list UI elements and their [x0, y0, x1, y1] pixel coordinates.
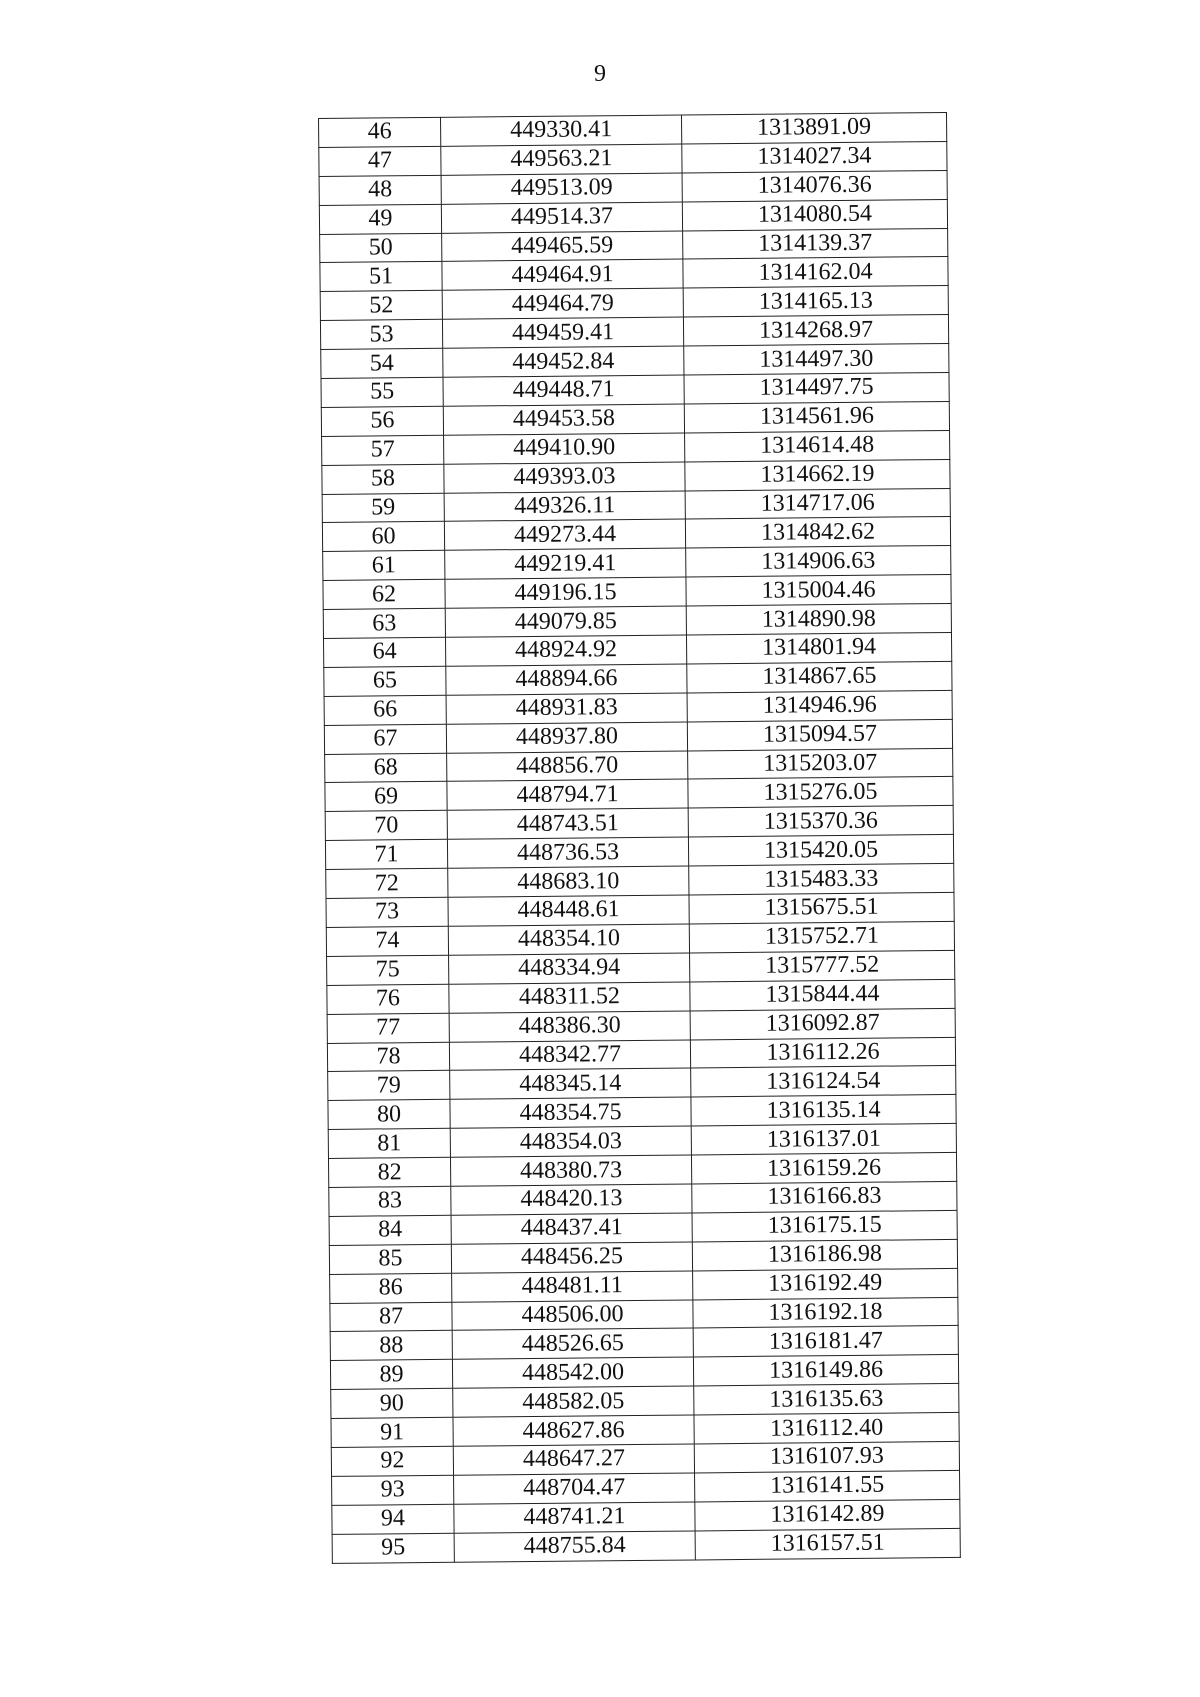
point-number-cell: 63	[323, 608, 445, 638]
point-number-cell: 47	[319, 146, 441, 176]
x-coordinate-cell: 449453.58	[443, 404, 684, 435]
point-number-cell: 52	[320, 291, 442, 321]
x-coordinate-cell: 448456.25	[451, 1242, 692, 1273]
x-coordinate-cell: 448894.66	[446, 664, 687, 695]
y-coordinate-cell: 1314867.65	[687, 661, 952, 692]
y-coordinate-cell: 1314946.96	[687, 690, 952, 721]
x-coordinate-cell: 448931.83	[446, 693, 687, 724]
x-coordinate-cell: 449464.79	[442, 288, 683, 319]
point-number-cell: 69	[325, 782, 447, 812]
x-coordinate-cell: 448627.86	[453, 1415, 694, 1446]
y-coordinate-cell: 1316166.83	[692, 1181, 957, 1212]
y-coordinate-cell: 1315094.57	[687, 719, 952, 750]
y-coordinate-cell: 1316142.89	[695, 1499, 960, 1530]
point-number-cell: 61	[323, 551, 445, 581]
x-coordinate-cell: 448937.80	[446, 722, 687, 753]
x-coordinate-cell: 449448.71	[443, 375, 684, 406]
y-coordinate-cell: 1314842.62	[685, 517, 950, 548]
y-coordinate-cell: 1313891.09	[681, 112, 946, 143]
y-coordinate-cell: 1315483.33	[689, 864, 954, 895]
y-coordinate-cell: 1314139.37	[683, 228, 948, 259]
point-number-cell: 46	[319, 117, 441, 147]
point-number-cell: 65	[324, 666, 446, 696]
point-number-cell: 80	[328, 1100, 450, 1130]
x-coordinate-cell: 449465.59	[442, 231, 683, 262]
y-coordinate-cell: 1315777.52	[690, 950, 955, 981]
point-number-cell: 67	[324, 724, 446, 754]
point-number-cell: 78	[327, 1042, 449, 1072]
y-coordinate-cell: 1316092.87	[690, 1008, 955, 1039]
x-coordinate-cell: 449514.37	[441, 202, 682, 233]
y-coordinate-cell: 1316124.54	[691, 1066, 956, 1097]
x-coordinate-cell: 448334.94	[449, 953, 690, 984]
x-coordinate-cell: 448924.92	[445, 635, 686, 666]
x-coordinate-cell: 449464.91	[442, 259, 683, 290]
point-number-cell: 76	[327, 984, 449, 1014]
y-coordinate-cell: 1314561.96	[684, 401, 949, 432]
x-coordinate-cell: 448755.84	[454, 1531, 695, 1562]
y-coordinate-cell: 1314662.19	[685, 459, 950, 490]
point-number-cell: 85	[329, 1244, 451, 1274]
point-number-cell: 91	[331, 1417, 453, 1447]
x-coordinate-cell: 448481.11	[452, 1271, 693, 1302]
y-coordinate-cell: 1316181.47	[693, 1326, 958, 1357]
x-coordinate-cell: 448856.70	[447, 751, 688, 782]
x-coordinate-cell: 448420.13	[451, 1184, 692, 1215]
x-coordinate-cell: 448526.65	[452, 1328, 693, 1359]
y-coordinate-cell: 1315004.46	[686, 575, 951, 606]
point-number-cell: 64	[323, 637, 445, 667]
y-coordinate-cell: 1314080.54	[682, 199, 947, 230]
point-number-cell: 60	[322, 522, 444, 552]
point-number-cell: 58	[322, 464, 444, 494]
point-number-cell: 86	[330, 1273, 452, 1303]
point-number-cell: 48	[319, 175, 441, 205]
y-coordinate-cell: 1315675.51	[689, 892, 954, 923]
x-coordinate-cell: 448736.53	[447, 837, 688, 868]
x-coordinate-cell: 449326.11	[444, 491, 685, 522]
y-coordinate-cell: 1316141.55	[695, 1470, 960, 1501]
point-number-cell: 57	[322, 435, 444, 465]
y-coordinate-cell: 1316192.18	[693, 1297, 958, 1328]
y-coordinate-cell: 1316112.40	[694, 1412, 959, 1443]
point-number-cell: 53	[320, 320, 442, 350]
x-coordinate-cell: 448794.71	[447, 779, 688, 810]
y-coordinate-cell: 1316137.01	[691, 1124, 956, 1155]
y-coordinate-cell: 1314906.63	[686, 546, 951, 577]
point-number-cell: 95	[332, 1533, 454, 1563]
y-coordinate-cell: 1316175.15	[692, 1210, 957, 1241]
x-coordinate-cell: 449393.03	[444, 462, 685, 493]
y-coordinate-cell: 1316159.26	[691, 1152, 956, 1183]
x-coordinate-cell: 449219.41	[445, 548, 686, 579]
x-coordinate-cell: 448342.77	[449, 1039, 690, 1070]
y-coordinate-cell: 1314165.13	[683, 286, 948, 317]
point-number-cell: 71	[325, 840, 447, 870]
x-coordinate-cell: 449410.90	[444, 433, 685, 464]
x-coordinate-cell: 448354.75	[450, 1097, 691, 1128]
point-number-cell: 74	[326, 926, 448, 956]
point-number-cell: 90	[331, 1388, 453, 1418]
y-coordinate-cell: 1315370.36	[688, 806, 953, 837]
y-coordinate-cell: 1314076.36	[682, 170, 947, 201]
point-number-cell: 89	[330, 1360, 452, 1390]
point-number-cell: 56	[321, 406, 443, 436]
x-coordinate-cell: 449563.21	[441, 144, 682, 175]
x-coordinate-cell: 448345.14	[450, 1068, 691, 1099]
x-coordinate-cell: 448683.10	[448, 866, 689, 897]
y-coordinate-cell: 1316135.63	[694, 1384, 959, 1415]
x-coordinate-cell: 448448.61	[448, 895, 689, 926]
x-coordinate-cell: 449079.85	[445, 606, 686, 637]
point-number-cell: 49	[319, 204, 441, 234]
point-number-cell: 87	[330, 1302, 452, 1332]
table-row	[332, 1528, 960, 1563]
point-number-cell: 72	[326, 868, 448, 898]
point-number-cell: 81	[328, 1128, 450, 1158]
page-number: 9	[594, 61, 606, 87]
y-coordinate-cell: 1315420.05	[688, 835, 953, 866]
x-coordinate-cell: 449452.84	[443, 346, 684, 377]
point-number-cell: 66	[324, 695, 446, 725]
x-coordinate-cell: 448354.10	[448, 924, 689, 955]
x-coordinate-cell: 448354.03	[450, 1126, 691, 1157]
x-coordinate-cell: 448506.00	[452, 1299, 693, 1330]
y-coordinate-cell: 1316192.49	[693, 1268, 958, 1299]
y-coordinate-cell: 1314801.94	[686, 632, 951, 663]
y-coordinate-cell: 1315276.05	[688, 777, 953, 808]
point-number-cell: 51	[320, 262, 442, 292]
y-coordinate-cell: 1314497.30	[684, 344, 949, 375]
x-coordinate-cell: 448647.27	[453, 1444, 694, 1475]
x-coordinate-cell: 448380.73	[450, 1155, 691, 1186]
point-number-cell: 82	[328, 1157, 450, 1187]
point-number-cell: 54	[321, 348, 443, 378]
x-coordinate-cell: 449196.15	[445, 577, 686, 608]
point-number-cell: 59	[322, 493, 444, 523]
point-number-cell: 68	[325, 753, 447, 783]
x-coordinate-cell: 449330.41	[440, 115, 681, 146]
x-coordinate-cell: 448582.05	[453, 1386, 694, 1417]
y-coordinate-cell: 1314497.75	[684, 372, 949, 403]
y-coordinate-cell: 1316135.14	[691, 1095, 956, 1126]
y-coordinate-cell: 1316149.86	[693, 1355, 958, 1386]
y-coordinate-cell: 1314614.48	[685, 430, 950, 461]
x-coordinate-cell: 448437.41	[451, 1213, 692, 1244]
x-coordinate-cell: 448704.47	[454, 1473, 695, 1504]
coordinates-table-body	[319, 112, 961, 1562]
y-coordinate-cell: 1316186.98	[692, 1239, 957, 1270]
y-coordinate-cell: 1314162.04	[683, 257, 948, 288]
point-number-cell: 75	[327, 955, 449, 985]
y-coordinate-cell: 1315752.71	[689, 921, 954, 952]
y-coordinate-cell: 1314027.34	[682, 141, 947, 172]
point-number-cell: 88	[330, 1331, 452, 1361]
x-coordinate-cell: 449273.44	[444, 519, 685, 550]
point-number-cell: 70	[325, 811, 447, 841]
y-coordinate-cell: 1314717.06	[685, 488, 950, 519]
x-coordinate-cell: 449459.41	[442, 317, 683, 348]
x-coordinate-cell: 448741.21	[454, 1502, 695, 1533]
y-coordinate-cell: 1316107.93	[694, 1441, 959, 1472]
point-number-cell: 62	[323, 580, 445, 610]
point-number-cell: 73	[326, 897, 448, 927]
point-number-cell: 84	[329, 1215, 451, 1245]
x-coordinate-cell: 448386.30	[449, 1011, 690, 1042]
y-coordinate-cell: 1316157.51	[695, 1528, 960, 1559]
y-coordinate-cell: 1314890.98	[686, 604, 951, 635]
point-number-cell: 79	[328, 1071, 450, 1101]
point-number-cell: 77	[327, 1013, 449, 1043]
point-number-cell: 55	[321, 377, 443, 407]
x-coordinate-cell: 448743.51	[447, 808, 688, 839]
y-coordinate-cell: 1314268.97	[683, 315, 948, 346]
point-number-cell: 93	[332, 1475, 454, 1505]
point-number-cell: 92	[331, 1446, 453, 1476]
y-coordinate-cell: 1315203.07	[688, 748, 953, 779]
point-number-cell: 50	[320, 233, 442, 263]
x-coordinate-cell: 448542.00	[452, 1357, 693, 1388]
y-coordinate-cell: 1315844.44	[690, 979, 955, 1010]
point-number-cell: 94	[332, 1504, 454, 1534]
coordinates-table	[318, 112, 961, 1564]
y-coordinate-cell: 1316112.26	[690, 1037, 955, 1068]
x-coordinate-cell: 448311.52	[449, 982, 690, 1013]
point-number-cell: 83	[329, 1186, 451, 1216]
x-coordinate-cell: 449513.09	[441, 173, 682, 204]
